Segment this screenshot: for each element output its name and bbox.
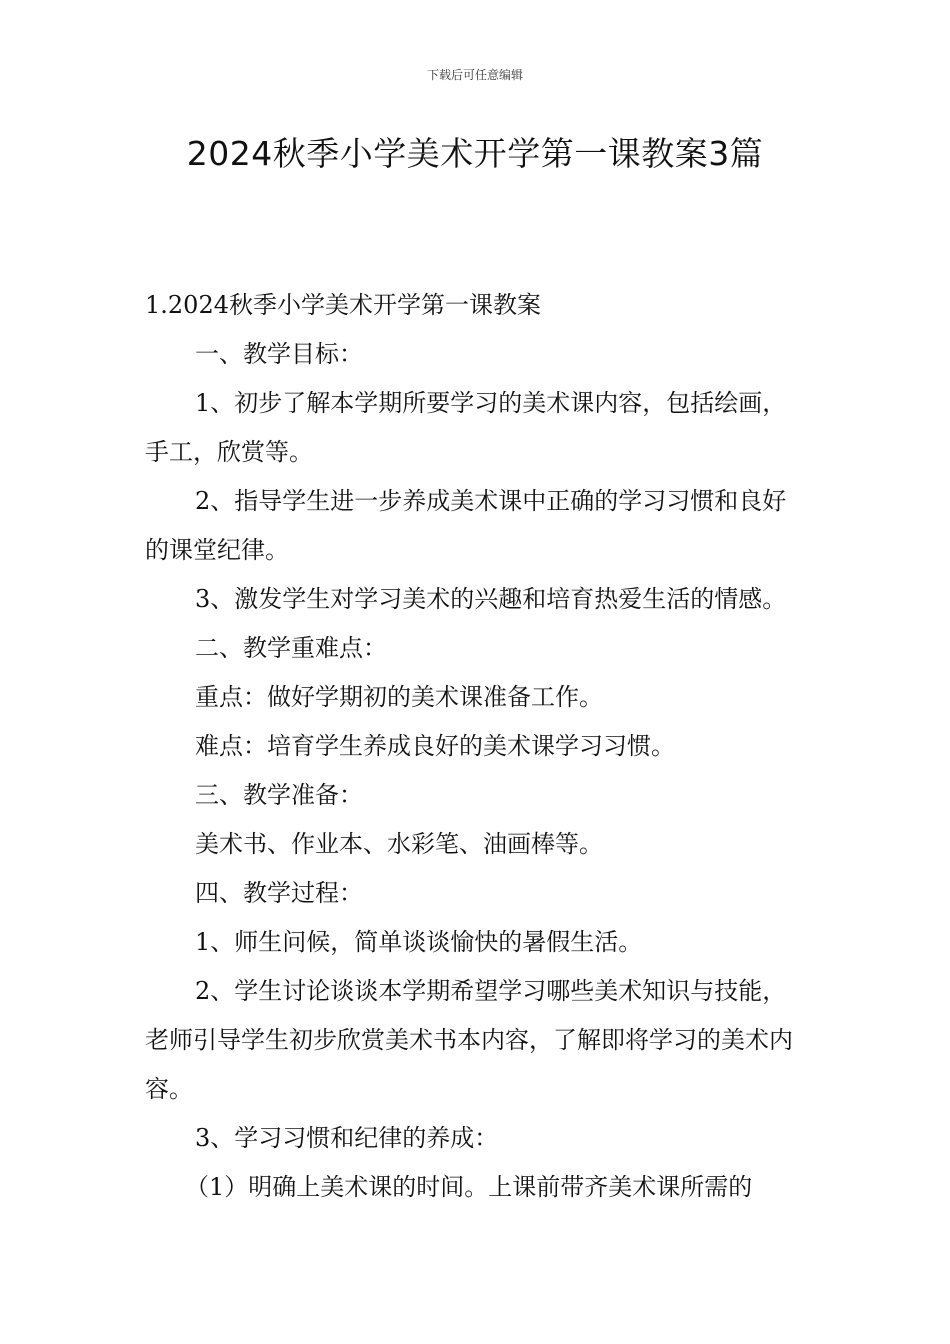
paragraph: 重点：做好学期初的美术课准备工作。 [195, 683, 603, 711]
paragraph: 二、教学重难点： [195, 634, 387, 662]
paragraph: 难点：培育学生养成良好的美术课学习习惯。 [195, 732, 675, 760]
paragraph: 3、激发学生对学习美术的兴趣和培育热爱生活的情感。 [195, 585, 787, 613]
document-body [145, 281, 810, 1212]
paragraph: 3、学习习惯和纪律的养成： [195, 1124, 499, 1152]
paragraph: 三、教学准备： [195, 781, 363, 809]
paragraph: 2、学生讨论谈谈本学期希望学习哪些美术知识与技能，老师引导学生初步欣赏美术书本内容，了解即将学习的美术内容。 [145, 977, 793, 1103]
paragraph: 一、教学目标： [195, 340, 363, 368]
document-title: 2024秋季小学美术开学第一课教案3篇 [186, 134, 764, 173]
paragraph: 美术书、作业本、水彩笔、油画棒等。 [195, 830, 603, 858]
paragraph: 2、指导学生进一步养成美术课中正确的学习习惯和良好的课堂纪律。 [145, 487, 787, 564]
section-heading: 1.2024秋季小学美术开学第一课教案 [145, 291, 541, 319]
paragraph: （1）明确上美术课的时间。上课前带齐美术课所需的 [185, 1173, 753, 1201]
paragraph: 四、教学过程： [195, 879, 363, 907]
paragraph: 1、初步了解本学期所要学习的美术课内容，包括绘画，手工，欣赏等。 [145, 389, 787, 466]
header-note: 下载后可任意编辑 [426, 68, 523, 82]
paragraph: 1、师生问候，简单谈谈愉快的暑假生活。 [195, 928, 643, 956]
